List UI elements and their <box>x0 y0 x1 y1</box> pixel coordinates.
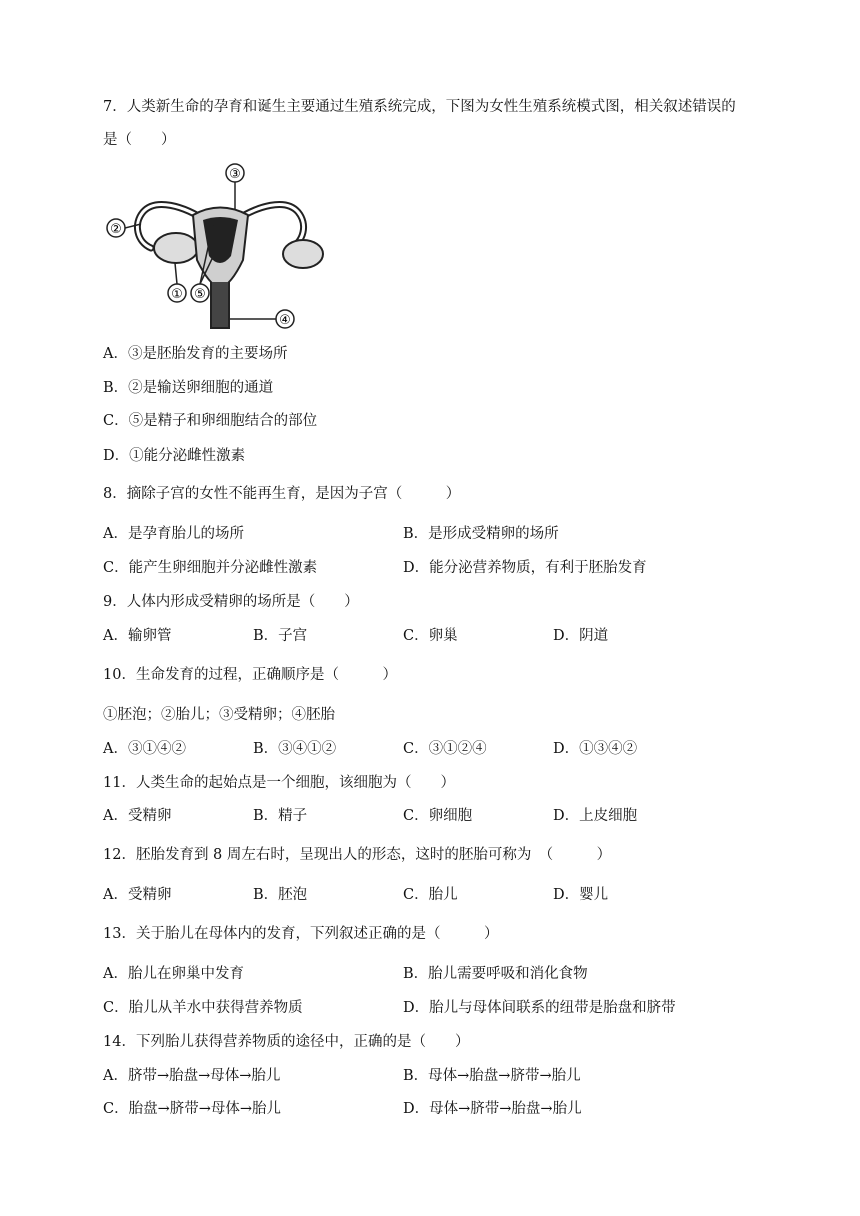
q11-option-d[interactable]: D．上皮细胞 <box>553 808 638 824</box>
q14-option-a[interactable]: A．脐带→胎盘→母体→胎儿 <box>103 1068 281 1084</box>
q10-option-d[interactable]: D．①③④② <box>553 741 638 757</box>
label-3: ③ <box>229 167 241 182</box>
q7-option-a[interactable]: A．③是胚胎发育的主要场所 <box>103 346 288 362</box>
q7-stem-line2: 是（ ） <box>103 132 176 148</box>
q13-option-d[interactable]: D．胎儿与母体间联系的纽带是胎盘和脐带 <box>403 1000 676 1016</box>
q12-option-b[interactable]: B．胚泡 <box>253 887 308 903</box>
q7-option-b[interactable]: B．②是输送卵细胞的通道 <box>103 380 274 396</box>
left-ovary <box>154 233 198 263</box>
q12-option-d[interactable]: D．婴儿 <box>553 887 609 903</box>
q7-option-d[interactable]: D．①能分泌雌性激素 <box>103 448 246 464</box>
vagina <box>211 282 229 328</box>
q11-option-b[interactable]: B．精子 <box>253 808 308 824</box>
q9-option-c[interactable]: C．卵巢 <box>403 628 458 644</box>
q9-option-a[interactable]: A．输卵管 <box>103 628 172 644</box>
q10-sub: ①胚泡；②胎儿；③受精卵；④胚胎 <box>103 707 335 723</box>
q8-option-c[interactable]: C．能产生卵细胞并分泌雌性激素 <box>103 560 318 576</box>
q7-stem-line1: 7．人类新生命的孕育和诞生主要通过生殖系统完成，下图为女性生殖系统模式图，相关叙述错误的 <box>103 99 736 115</box>
label-1: ① <box>171 287 183 302</box>
q9-option-b[interactable]: B．子宫 <box>253 628 308 644</box>
q12-option-c[interactable]: C．胎儿 <box>403 887 458 903</box>
label-4: ④ <box>279 313 291 328</box>
q13-option-c[interactable]: C．胎儿从羊水中获得营养物质 <box>103 1000 303 1016</box>
q13-option-a[interactable]: A．胎儿在卵巢中发育 <box>103 966 244 982</box>
q11-option-a[interactable]: A．受精卵 <box>103 808 172 824</box>
q9-option-d[interactable]: D．阴道 <box>553 628 609 644</box>
q14-option-b[interactable]: B．母体→胎盘→脐带→胎儿 <box>403 1068 581 1084</box>
q13-stem: 13．关于胎儿在母体内的发育，下列叙述正确的是（ ） <box>103 926 499 942</box>
q7-option-c[interactable]: C．⑤是精子和卵细胞结合的部位 <box>103 413 318 429</box>
right-ovary <box>283 240 323 268</box>
female-reproductive-system-diagram <box>103 160 338 335</box>
label-5: ⑤ <box>194 287 206 302</box>
q8-option-b[interactable]: B．是形成受精卵的场所 <box>403 526 559 542</box>
q10-stem: 10．生命发育的过程，正确顺序是（ ） <box>103 667 397 683</box>
q12-option-a[interactable]: A．受精卵 <box>103 887 172 903</box>
q10-option-b[interactable]: B．③④①② <box>253 741 337 757</box>
label-2: ② <box>110 222 122 237</box>
q10-option-c[interactable]: C．③①②④ <box>403 741 487 757</box>
q12-stem: 12．胚胎发育到 8 周左右时，呈现出人的形态，这时的胚胎可称为 （ ） <box>103 847 612 863</box>
q14-option-d[interactable]: D．母体→脐带→胎盘→胎儿 <box>403 1101 582 1117</box>
q8-stem: 8．摘除子宫的女性不能再生育，是因为子宫（ ） <box>103 486 461 502</box>
q10-option-a[interactable]: A．③①④② <box>103 741 186 757</box>
q11-stem: 11．人类生命的起始点是一个细胞，该细胞为（ ） <box>103 775 455 791</box>
q9-stem: 9．人体内形成受精卵的场所是（ ） <box>103 594 359 610</box>
q13-option-b[interactable]: B．胎儿需要呼吸和消化食物 <box>403 966 588 982</box>
q14-stem: 14．下列胎儿获得营养物质的途径中，正确的是（ ） <box>103 1034 470 1050</box>
q11-option-c[interactable]: C．卵细胞 <box>403 808 473 824</box>
q8-option-d[interactable]: D．能分泌营养物质，有利于胚胎发育 <box>403 560 647 576</box>
q8-option-a[interactable]: A．是孕育胎儿的场所 <box>103 526 244 542</box>
q14-option-c[interactable]: C．胎盘→脐带→母体→胎儿 <box>103 1101 282 1117</box>
